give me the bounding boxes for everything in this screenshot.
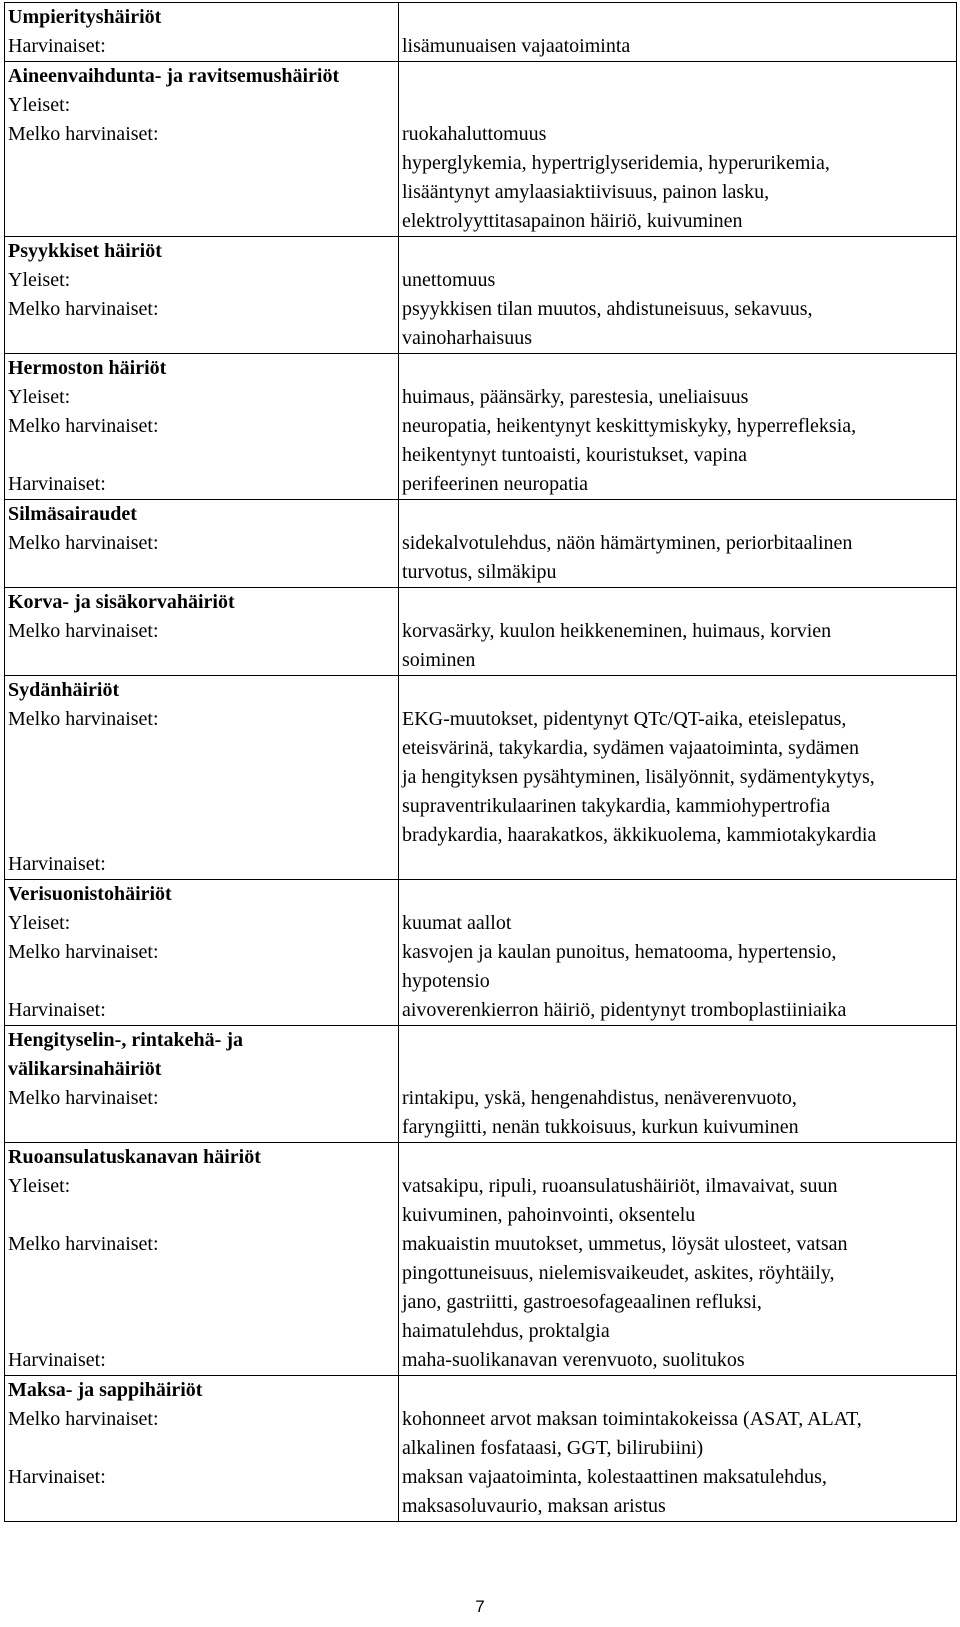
adverse-effects-table <box>4 2 957 1522</box>
section-row <box>5 237 957 354</box>
organ-class-heading: Korva- ja sisäkorvahäiriöt <box>8 591 235 613</box>
effects-cell <box>399 1026 957 1143</box>
frequency-label: Melko harvinaiset: <box>8 415 159 437</box>
effect-text: sidekalvotulehdus, näön hämärtyminen, periorbitaalinen <box>402 532 853 554</box>
frequency-label: Yleiset: <box>8 269 71 291</box>
organ-class-cell <box>5 1026 399 1143</box>
frequency-label: välikarsinahäiriöt <box>8 1058 162 1080</box>
effects-spacer <box>402 62 956 91</box>
frequency-label: Melko harvinaiset: <box>8 1087 159 1109</box>
effect-text: turvotus, silmäkipu <box>402 561 557 583</box>
organ-class-heading: Aineenvaihdunta- ja ravitsemushäiriöt <box>8 65 340 87</box>
effect-text: jano, gastriitti, gastroesofageaalinen refluksi, <box>402 1291 762 1313</box>
effect-text: neuropatia, heikentynyt keskittymiskyky, hyperrefleksia, <box>402 415 857 437</box>
effects-cell <box>399 500 957 588</box>
frequency-label: Melko harvinaiset: <box>8 708 159 730</box>
section-row <box>5 676 957 880</box>
effect-text: haimatulehdus, proktalgia <box>402 1320 610 1342</box>
frequency-label <box>8 149 398 178</box>
effect-text: makuaistin muutokset, ummetus, löysät ulosteet, vatsan <box>402 1233 848 1255</box>
organ-class-heading: Silmäsairaudet <box>8 503 137 525</box>
organ-class-cell <box>5 588 399 676</box>
effects-spacer <box>402 1143 956 1172</box>
effect-text: pingottuneisuus, nielemisvaikeudet, askites, röyhtäily, <box>402 1262 835 1284</box>
organ-class-heading: Psyykkiset häiriöt <box>8 240 162 262</box>
effect-text: kasvojen ja kaulan punoitus, hematooma, hypertensio, <box>402 941 837 963</box>
frequency-label <box>8 1201 398 1230</box>
organ-class-cell <box>5 500 399 588</box>
frequency-label <box>8 558 398 587</box>
section-row <box>5 1376 957 1522</box>
frequency-label <box>8 1259 398 1288</box>
effect-text: alkalinen fosfataasi, GGT, bilirubiini) <box>402 1437 704 1459</box>
effects-spacer <box>402 354 956 383</box>
organ-class-heading: Sydänhäiriöt <box>8 679 120 701</box>
effect-text: rintakipu, yskä, hengenahdistus, nenäverenvuoto, <box>402 1087 797 1109</box>
frequency-label <box>8 1317 398 1346</box>
effect-text: maksan vajaatoiminta, kolestaattinen maksatulehdus, <box>402 1466 827 1488</box>
organ-class-heading: Ruoansulatuskanavan häiriöt <box>8 1146 261 1168</box>
effect-text: vatsakipu, ripuli, ruoansulatushäiriöt, ilmavaivat, suun <box>402 1175 838 1197</box>
section-row <box>5 3 957 62</box>
effects-cell <box>399 676 957 880</box>
section-row <box>5 1026 957 1143</box>
frequency-label: Melko harvinaiset: <box>8 123 159 145</box>
frequency-label: Harvinaiset: <box>8 853 106 875</box>
frequency-label: Harvinaiset: <box>8 1349 106 1371</box>
effects-cell <box>399 354 957 500</box>
effect-text: perifeerinen neuropatia <box>402 473 589 495</box>
effect-text: maksasoluvaurio, maksan aristus <box>402 1495 666 1517</box>
frequency-label <box>8 178 398 207</box>
frequency-label: Melko harvinaiset: <box>8 941 159 963</box>
effect-text: kohonneet arvot maksan toimintakokeissa (ASAT, ALAT, <box>402 1408 862 1430</box>
effects-spacer <box>402 500 956 529</box>
frequency-label: Melko harvinaiset: <box>8 1233 159 1255</box>
effect-text: korvasärky, kuulon heikkeneminen, huimaus, korvien <box>402 620 832 642</box>
effect-text <box>402 91 956 120</box>
effects-spacer <box>402 1026 956 1055</box>
effect-text: hypotensio <box>402 970 490 992</box>
effects-cell <box>399 237 957 354</box>
frequency-label: Harvinaiset: <box>8 473 106 495</box>
organ-class-cell <box>5 676 399 880</box>
effect-text: faryngiitti, nenän tukkoisuus, kurkun kuivuminen <box>402 1116 799 1138</box>
effects-spacer <box>402 3 956 32</box>
effect-text: psyykkisen tilan muutos, ahdistuneisuus, sekavuus, <box>402 298 813 320</box>
effects-cell <box>399 1376 957 1522</box>
frequency-label <box>8 646 398 675</box>
frequency-label: Yleiset: <box>8 1175 71 1197</box>
effects-cell <box>399 1143 957 1376</box>
frequency-label <box>8 1288 398 1317</box>
frequency-label <box>8 1492 398 1521</box>
effect-text: supraventrikulaarinen takykardia, kammiohypertrofia <box>402 795 831 817</box>
effect-text <box>402 1055 956 1084</box>
effects-spacer <box>402 880 956 909</box>
organ-class-cell <box>5 1376 399 1522</box>
effect-text: heikentynyt tuntoaisti, kouristukset, vapina <box>402 444 747 466</box>
section-row <box>5 880 957 1026</box>
effect-text: hyperglykemia, hypertriglyseridemia, hyperurikemia, <box>402 152 830 174</box>
effect-text: unettomuus <box>402 269 496 291</box>
effect-text: huimaus, päänsärky, parestesia, uneliaisuus <box>402 386 749 408</box>
organ-class-heading: Verisuonistohäiriöt <box>8 883 172 905</box>
frequency-label <box>8 821 398 850</box>
frequency-label <box>8 763 398 792</box>
section-row <box>5 588 957 676</box>
frequency-label: Harvinaiset: <box>8 35 106 57</box>
frequency-label <box>8 792 398 821</box>
organ-class-heading: Maksa- ja sappihäiriöt <box>8 1379 203 1401</box>
section-row <box>5 500 957 588</box>
effect-text: kuumat aallot <box>402 912 512 934</box>
frequency-label: Harvinaiset: <box>8 1466 106 1488</box>
frequency-label: Yleiset: <box>8 94 71 116</box>
effects-spacer <box>402 676 956 705</box>
effects-cell <box>399 62 957 237</box>
frequency-label <box>8 1113 398 1142</box>
effects-cell <box>399 3 957 62</box>
effect-text: kuivuminen, pahoinvointi, oksentelu <box>402 1204 696 1226</box>
effect-text: soiminen <box>402 649 476 671</box>
section-row <box>5 62 957 237</box>
frequency-label <box>8 441 398 470</box>
organ-class-heading: Umpierityshäiriöt <box>8 6 162 28</box>
organ-class-cell <box>5 237 399 354</box>
effect-text <box>402 850 956 879</box>
page-number: 7 <box>475 1597 485 1616</box>
frequency-label: Melko harvinaiset: <box>8 532 159 554</box>
organ-class-heading: Hengityselin-, rintakehä- ja <box>8 1029 243 1051</box>
frequency-label <box>8 734 398 763</box>
effect-text: bradykardia, haarakatkos, äkkikuolema, kammiotakykardia <box>402 824 877 846</box>
effect-text: maha-suolikanavan verenvuoto, suolitukos <box>402 1349 745 1371</box>
effect-text: lisääntynyt amylaasiaktiivisuus, painon lasku, <box>402 181 770 203</box>
effects-spacer <box>402 588 956 617</box>
organ-class-cell <box>5 880 399 1026</box>
table-body <box>5 3 957 1522</box>
effect-text: ja hengityksen pysähtyminen, lisälyönnit, sydämentykytys, <box>402 766 875 788</box>
frequency-label: Melko harvinaiset: <box>8 1408 159 1430</box>
effect-text: EKG-muutokset, pidentynyt QTc/QT-aika, eteislepatus, <box>402 708 847 730</box>
effects-cell <box>399 880 957 1026</box>
frequency-label: Harvinaiset: <box>8 999 106 1021</box>
effect-text: aivoverenkierron häiriö, pidentynyt tromboplastiiniaika <box>402 999 847 1021</box>
effect-text: eteisvärinä, takykardia, sydämen vajaatoiminta, sydämen <box>402 737 860 759</box>
section-row <box>5 354 957 500</box>
organ-class-cell <box>5 354 399 500</box>
frequency-label <box>8 1434 398 1463</box>
organ-class-cell <box>5 62 399 237</box>
effect-text: vainoharhaisuus <box>402 327 532 349</box>
organ-class-cell <box>5 3 399 62</box>
effects-spacer <box>402 237 956 266</box>
effect-text: ruokahaluttomuus <box>402 123 547 145</box>
effects-cell <box>399 588 957 676</box>
frequency-label <box>8 967 398 996</box>
frequency-label: Yleiset: <box>8 912 71 934</box>
frequency-label: Melko harvinaiset: <box>8 620 159 642</box>
effects-spacer <box>402 1376 956 1405</box>
organ-class-cell <box>5 1143 399 1376</box>
frequency-label: Yleiset: <box>8 386 71 408</box>
section-row <box>5 1143 957 1376</box>
frequency-label <box>8 324 398 353</box>
frequency-label: Melko harvinaiset: <box>8 298 159 320</box>
effect-text: lisämunuaisen vajaatoiminta <box>402 35 631 57</box>
effect-text: elektrolyyttitasapainon häiriö, kuivuminen <box>402 210 743 232</box>
frequency-label <box>8 207 398 236</box>
organ-class-heading: Hermoston häiriöt <box>8 357 167 379</box>
